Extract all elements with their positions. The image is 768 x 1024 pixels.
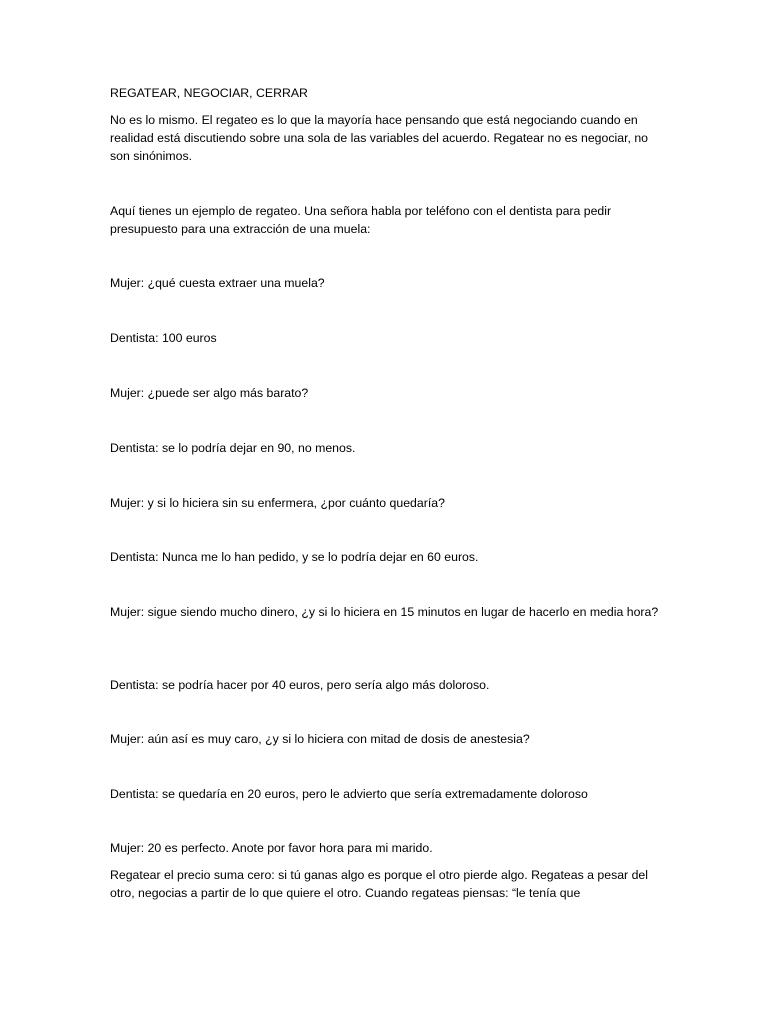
dialogue-line: Dentista: Nunca me lo han pedido, y se lo podría dejar en 60 euros.	[110, 550, 479, 564]
dialogue-line: Dentista: se podría hacer por 40 euros, pero sería algo más doloroso.	[110, 678, 490, 692]
dialogue-line: Dentista: se quedaría en 20 euros, pero le advierto que sería extremadamente doloroso	[110, 787, 588, 801]
dialogue-line: Mujer: sigue siendo mucho dinero, ¿y si lo hiciera en 15 minutos en lugar de hacerlo en media hora?	[110, 605, 659, 619]
closing-paragraph: Regatear el precio suma cero: si tú ganas algo es porque el otro pierde algo. Regateas a pesar del otro, negocias a partir de lo que quiere el otro. Cuando regateas piensas: “le tenía que	[110, 868, 648, 900]
document-title: REGATEAR, NEGOCIAR, CERRAR	[110, 86, 308, 100]
dialogue-line: Mujer: y si lo hiciera sin su enfermera, ¿por cuánto quedaría?	[110, 496, 445, 510]
dialogue-line: Mujer: ¿puede ser algo más barato?	[110, 386, 309, 400]
dialogue-line: Dentista: 100 euros	[110, 331, 217, 345]
intro-paragraph: No es lo mismo. El regateo es lo que la mayoría hace pensando que está negociando cuando en realidad está discutiendo sobre una sola de las variables del acuerdo. Regatear no es negociar, no son sinónimos.	[110, 113, 649, 163]
dialogue-line: Mujer: 20 es perfecto. Anote por favor hora para mi marido.	[110, 841, 433, 855]
dialogue-line: Mujer: ¿qué cuesta extraer una muela?	[110, 276, 325, 290]
dialogue-line: Dentista: se lo podría dejar en 90, no menos.	[110, 441, 356, 455]
example-intro-paragraph: Aquí tienes un ejemplo de regateo. Una señora habla por teléfono con el dentista para pedir presupuesto para una extracción de una muela:	[110, 204, 612, 236]
dialogue-line: Mujer: aún así es muy caro, ¿y si lo hiciera con mitad de dosis de anestesia?	[110, 732, 530, 746]
